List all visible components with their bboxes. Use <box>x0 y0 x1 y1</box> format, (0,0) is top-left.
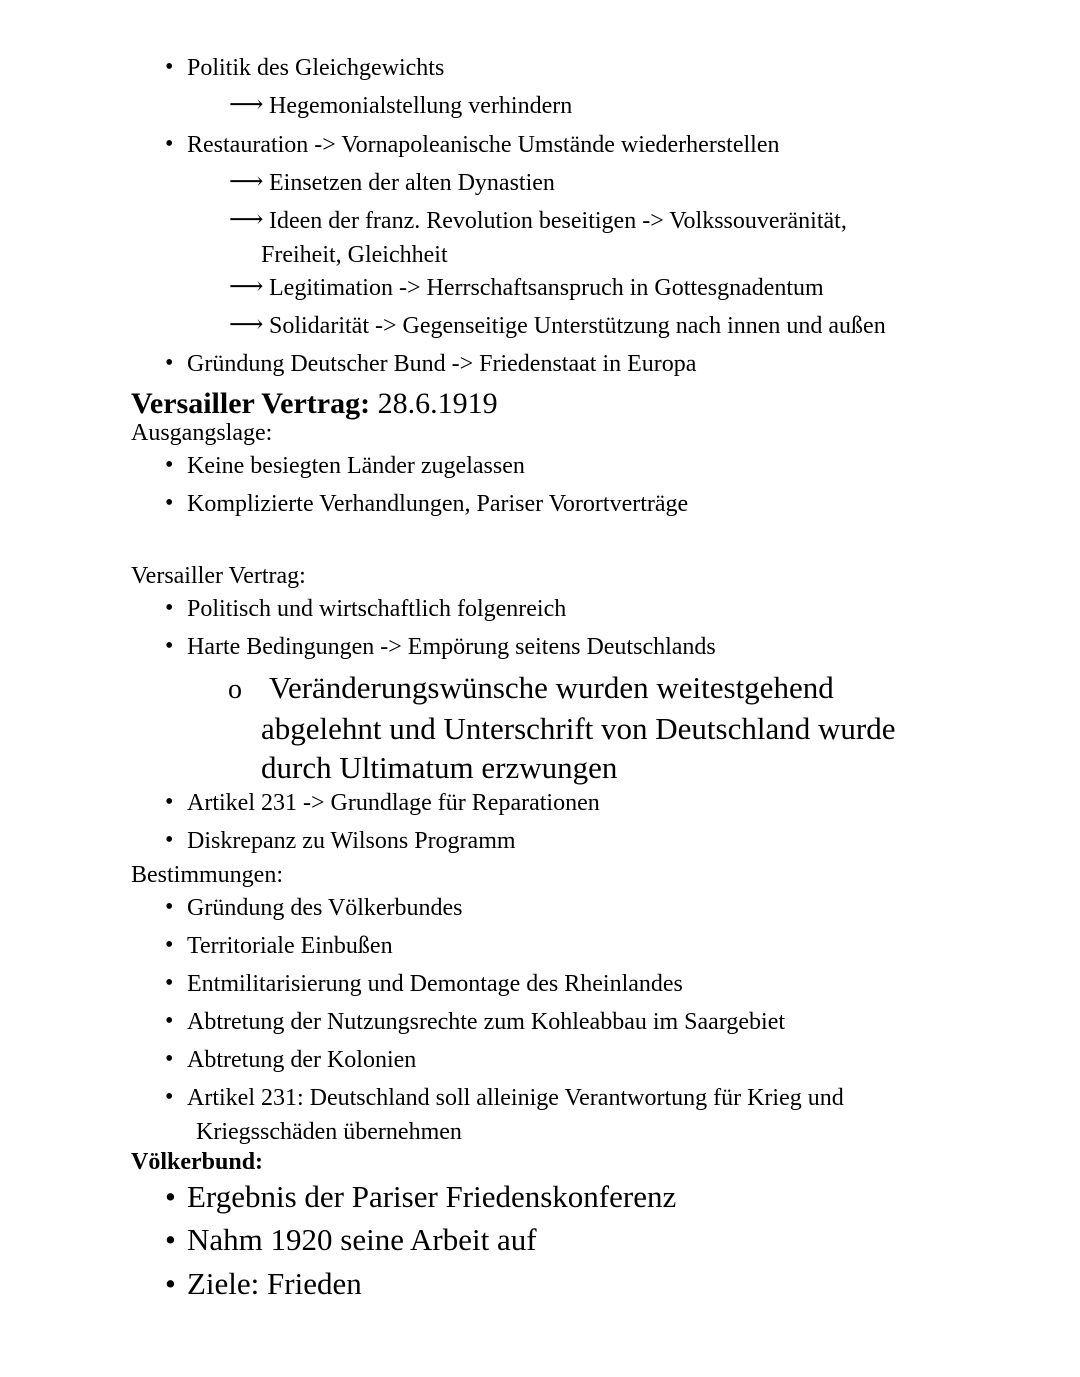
bullet-icon: • <box>165 827 174 853</box>
bullet-icon: • <box>165 1008 174 1034</box>
sub-list-item: Hegemonialstellung verhindern <box>269 93 573 119</box>
sub-list-item-continuation: durch Ultimatum erzwungen <box>261 750 618 785</box>
subsection-label: Versailler Vertrag: <box>131 563 306 589</box>
list-item: Nahm 1920 seine Arbeit auf <box>187 1222 537 1257</box>
bullet-icon: • <box>165 932 174 958</box>
arrow-icon: ⟶ <box>229 169 264 195</box>
bullet-icon: • <box>165 1179 176 1214</box>
bullet-icon: • <box>165 1084 174 1110</box>
list-item: Artikel 231: Deutschland soll alleinige Verantwortung für Krieg und <box>187 1085 844 1111</box>
bullet-icon: • <box>165 1046 174 1072</box>
list-item: Politik des Gleichgewichts <box>187 55 445 81</box>
list-item: Politisch und wirtschaftlich folgenreich <box>187 596 567 622</box>
bullet-icon: • <box>165 789 174 815</box>
list-item: Restauration -> Vornapoleanische Umstände wiederherstellen <box>187 132 780 158</box>
sub-list-item: Ideen der franz. Revolution beseitigen -> Volkssouveränität, <box>269 208 847 234</box>
sub-list-item-continuation: abgelehnt und Unterschrift von Deutschland wurde <box>261 711 896 746</box>
sub-list-item: Solidarität -> Gegenseitige Unterstützung nach innen und außen <box>269 313 886 339</box>
arrow-icon: ⟶ <box>229 274 264 300</box>
bullet-icon: • <box>165 54 174 80</box>
bullet-icon: • <box>165 350 174 376</box>
bullet-icon: • <box>165 1222 176 1257</box>
list-item: Gründung des Völkerbundes <box>187 895 463 921</box>
bullet-icon: • <box>165 595 174 621</box>
list-item: Keine besiegten Länder zugelassen <box>187 453 525 479</box>
section-heading: Völkerbund: <box>131 1149 264 1175</box>
subsection-label: Ausgangslage: <box>131 420 273 446</box>
list-item: Harte Bedingungen -> Empörung seitens Deutschlands <box>187 634 716 660</box>
bullet-icon: • <box>165 970 174 996</box>
heading-date: 28.6.1919 <box>377 387 498 420</box>
sub-list-item: Veränderungswünsche wurden weitestgehend <box>269 670 834 705</box>
arrow-icon: ⟶ <box>229 207 264 233</box>
heading-label: Versailler Vertrag: <box>131 387 371 420</box>
list-item: Territoriale Einbußen <box>187 933 393 959</box>
list-item: Komplizierte Verhandlungen, Pariser Vorortverträge <box>187 491 689 517</box>
list-item: Artikel 231 -> Grundlage für Reparationen <box>187 790 600 816</box>
sub-list-item: Legitimation -> Herrschaftsanspruch in Gottesgnadentum <box>269 275 824 301</box>
arrow-icon: ⟶ <box>229 92 264 118</box>
bullet-icon: • <box>165 633 174 659</box>
list-item: Entmilitarisierung und Demontage des Rheinlandes <box>187 971 683 997</box>
arrow-icon: ⟶ <box>229 312 264 338</box>
circle-bullet-icon: o <box>228 674 242 705</box>
list-item: Ziele: Frieden <box>187 1266 362 1301</box>
bullet-icon: • <box>165 452 174 478</box>
list-item: Abtretung der Nutzungsrechte zum Kohleabbau im Saargebiet <box>187 1009 786 1035</box>
sub-list-item: Einsetzen der alten Dynastien <box>269 170 555 196</box>
subsection-label: Bestimmungen: <box>131 862 283 888</box>
section-heading <box>131 387 498 422</box>
sub-list-item-continuation: Freiheit, Gleichheit <box>261 242 448 268</box>
list-item: Ergebnis der Pariser Friedenskonferenz <box>187 1179 677 1214</box>
list-item-continuation: Kriegsschäden übernehmen <box>196 1119 462 1145</box>
list-item: Gründung Deutscher Bund -> Friedenstaat in Europa <box>187 351 697 377</box>
bullet-icon: • <box>165 1266 176 1301</box>
list-item: Diskrepanz zu Wilsons Programm <box>187 828 516 854</box>
bullet-icon: • <box>165 131 174 157</box>
list-item: Abtretung der Kolonien <box>187 1047 417 1073</box>
bullet-icon: • <box>165 490 174 516</box>
bullet-icon: • <box>165 894 174 920</box>
